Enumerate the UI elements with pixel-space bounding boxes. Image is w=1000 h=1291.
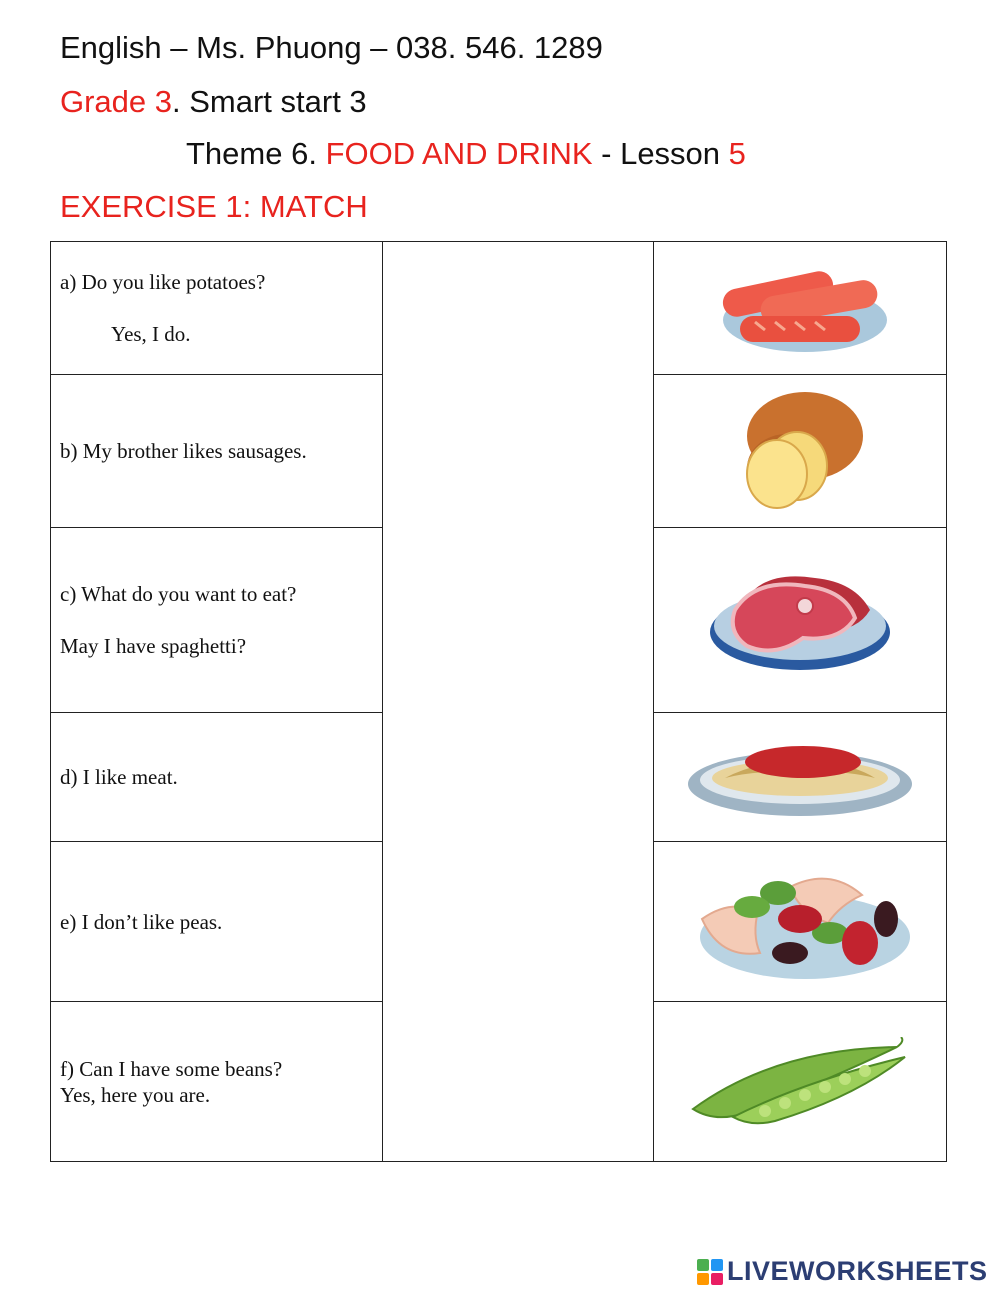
brand-name: LIVEWORKSHEETS bbox=[727, 1256, 988, 1286]
sausages-image bbox=[710, 258, 890, 358]
header-grade bbox=[60, 84, 367, 120]
question-cell-f bbox=[51, 1002, 383, 1162]
question-line: f) Can I have some beans? bbox=[60, 1056, 283, 1081]
brand-blocks-icon bbox=[697, 1259, 723, 1285]
table-row bbox=[51, 242, 947, 375]
grade-label: Grade 3 bbox=[60, 84, 173, 119]
matching-table bbox=[50, 241, 947, 1162]
header-theme bbox=[186, 136, 746, 172]
liveworksheets-logo bbox=[697, 1256, 988, 1287]
image-cell-beans[interactable] bbox=[654, 842, 947, 1002]
question-cell-c bbox=[51, 528, 383, 713]
match-area[interactable] bbox=[383, 242, 654, 1162]
question-line: a) Do you like potatoes? bbox=[60, 270, 266, 294]
question-line: d) I like meat. bbox=[60, 765, 178, 789]
header-contact: English – Ms. Phuong – 038. 546. 1289 bbox=[60, 30, 603, 65]
book-name: . Smart start 3 bbox=[172, 84, 367, 119]
question-cell-e bbox=[51, 842, 383, 1002]
question-line: May I have spaghetti? bbox=[60, 634, 247, 658]
spaghetti-image bbox=[685, 732, 915, 822]
image-cell-spaghetti[interactable] bbox=[654, 713, 947, 842]
question-line: Yes, here you are. bbox=[60, 1082, 211, 1107]
image-cell-sausages[interactable] bbox=[654, 242, 947, 375]
exercise-title: EXERCISE 1: MATCH bbox=[60, 189, 368, 224]
meat-image bbox=[705, 560, 895, 680]
peas-image bbox=[685, 1037, 915, 1127]
question-line: e) I don’t like peas. bbox=[60, 909, 223, 934]
question-cell-a bbox=[51, 242, 383, 375]
question-cell-b bbox=[51, 375, 383, 528]
potatoes-image bbox=[725, 386, 875, 516]
image-cell-potatoes[interactable] bbox=[654, 375, 947, 528]
beans-image bbox=[690, 857, 910, 987]
question-line: b) My brother likes sausages. bbox=[60, 439, 307, 463]
answer-line: Yes, I do. bbox=[111, 322, 191, 346]
image-cell-peas[interactable] bbox=[654, 1002, 947, 1162]
question-line: c) What do you want to eat? bbox=[60, 582, 297, 606]
theme-prefix: Theme 6. bbox=[186, 136, 326, 171]
theme-title: FOOD AND DRINK bbox=[325, 136, 593, 171]
question-cell-d bbox=[51, 713, 383, 842]
lesson-label: - Lesson bbox=[592, 136, 729, 171]
lesson-number: 5 bbox=[728, 136, 746, 171]
image-cell-meat[interactable] bbox=[654, 528, 947, 713]
